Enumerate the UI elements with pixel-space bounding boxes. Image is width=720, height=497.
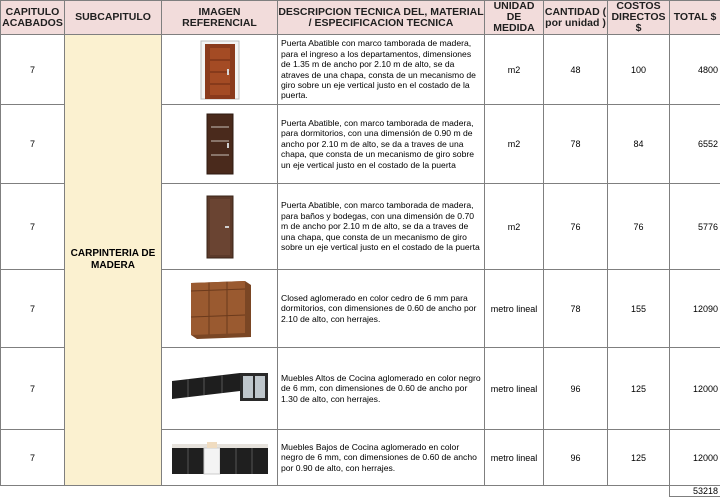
total-cell: 4800 [670, 35, 720, 105]
header-cantidad: CANTIDAD ( por unidad ) [544, 1, 608, 35]
door-wood-grooved-icon [200, 40, 240, 100]
header-unidad: UNIDAD DE MEDIDA [485, 1, 544, 35]
description-cell: Puerta Abatible con marco tamborada de madera, para el ingreso a los departamentos, dimensiones de 1.35 m de ancho por 2.10 m de alto, se da atraves de una chapa, consta de un mecanismo de giro sobre un eje vertical justo en el costado de la puerta. [278, 35, 485, 105]
cantidad-cell: 78 [544, 105, 608, 184]
costo-cell: 76 [608, 184, 670, 270]
image-cell [162, 430, 278, 486]
header-subcapitulo: SUBCAPITULO [65, 1, 162, 35]
description-cell: Muebles Altos de Cocina aglomerado en color negro de 6 mm, con dimensiones de 0.60 de ancho por 1.30 de alto, con herrajes. [278, 348, 485, 430]
sum-row [1, 486, 720, 497]
sum-spacer [1, 486, 670, 497]
table-row [1, 35, 720, 105]
costo-cell: 125 [608, 348, 670, 430]
cantidad-cell: 78 [544, 270, 608, 348]
subcapitulo-cell: CARPINTERIA DE MADERA [65, 35, 162, 486]
grand-total-cell: 53218 [670, 486, 720, 497]
header-costos: COSTOS DIRECTOS $ [608, 1, 670, 35]
costo-cell: 84 [608, 105, 670, 184]
total-cell: 12000 [670, 430, 720, 486]
description-cell: Puerta Abatible, con marco tamborada de madera, para baños y bodegas, con una dimensión de 0.70 m de ancho por 2.10 m de alto, se da a traves de una chapa, que consta de un mecanismo de giro sobre un eje vertical justo en el costado de la puerta [278, 184, 485, 270]
costo-cell: 100 [608, 35, 670, 105]
image-cell [162, 184, 278, 270]
image-cell [162, 270, 278, 348]
header-descripcion: DESCRIPCION TECNICA DEL, MATERIAL / ESPECIFICACION TECNICA [278, 1, 485, 35]
header-row [1, 1, 720, 35]
unidad-cell: metro lineal [485, 270, 544, 348]
costo-cell: 155 [608, 270, 670, 348]
cantidad-cell: 96 [544, 348, 608, 430]
description-cell: Closed aglomerado en color cedro de 6 mm para dormitorios, con dimensiones de 0.60 de ancho por 2.10 de alto, con herrajes. [278, 270, 485, 348]
total-cell: 6552 [670, 105, 720, 184]
header-total: TOTAL $ [670, 1, 720, 35]
unidad-cell: metro lineal [485, 348, 544, 430]
header-capitulo: CAPITULO ACABADOS [1, 1, 65, 35]
unidad-cell: metro lineal [485, 430, 544, 486]
upper-kitchen-cabinets-icon [168, 369, 272, 409]
header-imagen: IMAGEN REFERENCIAL [162, 1, 278, 35]
cantidad-cell: 96 [544, 430, 608, 486]
image-cell [162, 105, 278, 184]
description-cell: Puerta Abatible, con marco tamborada de madera, para dormitorios, con una dimensión de 0.90 m de ancho por 2.10 m de alto, se da a traves de una chapa, que consta de un mecanismo de giro sobre un eje vertical justo en el costado de la puerta [278, 105, 485, 184]
lower-kitchen-cabinets-icon [170, 440, 270, 476]
door-dark-lines-icon [205, 113, 235, 175]
description-cell: Muebles Bajos de Cocina aglomerado en color negro de 6 mm, con dimensiones de 0.60 de ancho por 0.90 de alto, con herrajes. [278, 430, 485, 486]
image-cell [162, 35, 278, 105]
capitulo-cell: 7 [1, 105, 65, 184]
total-cell: 5776 [670, 184, 720, 270]
cantidad-cell: 76 [544, 184, 608, 270]
unidad-cell: m2 [485, 184, 544, 270]
capitulo-cell: 7 [1, 35, 65, 105]
closet-cedar-icon [185, 277, 255, 341]
total-cell: 12090 [670, 270, 720, 348]
capitulo-cell: 7 [1, 348, 65, 430]
image-cell [162, 348, 278, 430]
total-cell: 12000 [670, 348, 720, 430]
door-brown-icon [205, 195, 235, 259]
capitulo-cell: 7 [1, 184, 65, 270]
capitulo-cell: 7 [1, 430, 65, 486]
cantidad-cell: 48 [544, 35, 608, 105]
unidad-cell: m2 [485, 35, 544, 105]
unidad-cell: m2 [485, 105, 544, 184]
capitulo-cell: 7 [1, 270, 65, 348]
costo-cell: 125 [608, 430, 670, 486]
